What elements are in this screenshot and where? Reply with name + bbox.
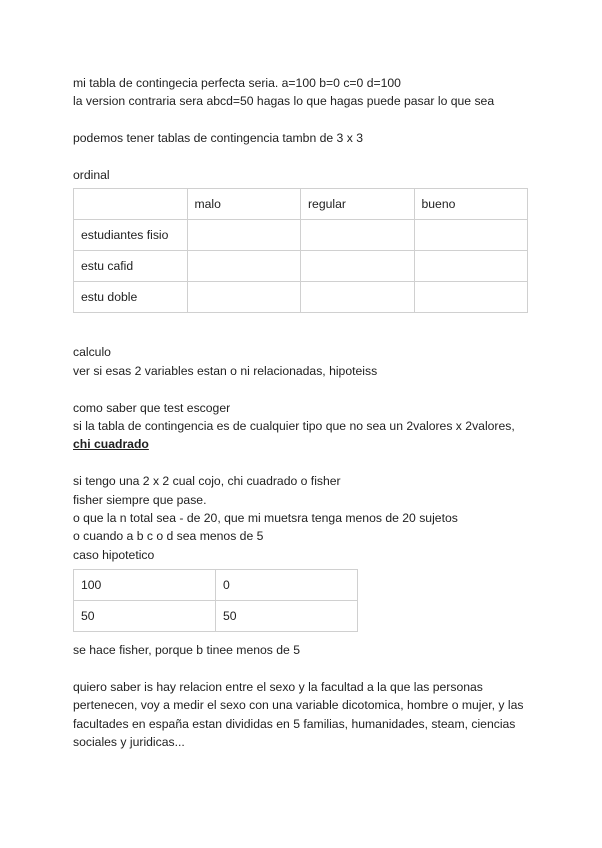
text-line: calculo bbox=[73, 345, 111, 360]
table-cell bbox=[301, 282, 415, 313]
table-cell: 100 bbox=[74, 570, 216, 601]
text-line: mi tabla de contingecia perfecta seria. a=100 b=0 c=0 d=100 bbox=[73, 76, 401, 90]
text-line: podemos tener tablas de contingencia tambn de 3 x 3 bbox=[73, 131, 363, 146]
text-line: caso hipotetico bbox=[73, 547, 155, 562]
table-cell: estudiantes fisio bbox=[74, 220, 188, 251]
table-cell bbox=[414, 282, 528, 313]
table-cell bbox=[187, 282, 301, 313]
text-line: o que la n total sea - de 20, que mi muetsra tenga menos de 20 sujetos bbox=[73, 511, 458, 526]
document-body bbox=[73, 74, 533, 752]
table-cell bbox=[414, 220, 528, 251]
table-row bbox=[74, 282, 528, 313]
text-line: ver si esas 2 variables estan o ni relacionadas, hipoteiss bbox=[73, 363, 378, 378]
text-line: quiero saber is hay relacion entre el sexo y la facultad a la que las personas bbox=[73, 680, 483, 695]
table-row bbox=[74, 570, 358, 601]
table-cell: regular bbox=[301, 189, 415, 220]
text-line: facultades en españa estan divididas en 5 familias, humanidades, steam, ciencias bbox=[73, 716, 516, 731]
table-cell: 50 bbox=[216, 601, 358, 632]
table-cell: malo bbox=[187, 189, 301, 220]
table-cell bbox=[187, 251, 301, 282]
text-line: ordinal bbox=[73, 168, 110, 182]
emphasis-text: chi cuadrado bbox=[73, 437, 149, 452]
contingency-table-2x2 bbox=[73, 569, 358, 632]
text-line: sociales y juridicas... bbox=[73, 735, 185, 750]
text-line: si tengo una 2 x 2 cual cojo, chi cuadrado o fisher bbox=[73, 474, 341, 489]
text-line: se hace fisher, porque b tinee menos de 5 bbox=[73, 643, 300, 658]
text-line: la version contraria sera abcd=50 hagas lo que hagas puede pasar lo que sea bbox=[73, 94, 495, 109]
table-cell: estu cafid bbox=[74, 251, 188, 282]
table-row bbox=[74, 220, 528, 251]
text-line: o cuando a b c o d sea menos de 5 bbox=[73, 529, 264, 544]
table-cell bbox=[414, 251, 528, 282]
table-cell bbox=[301, 251, 415, 282]
table-cell bbox=[187, 220, 301, 251]
table-cell: estu doble bbox=[74, 282, 188, 313]
text-line: como saber que test escoger bbox=[73, 400, 231, 415]
table-row bbox=[74, 601, 358, 632]
table-cell: 50 bbox=[74, 601, 216, 632]
table-cell bbox=[74, 189, 188, 220]
text-line: si la tabla de contingencia es de cualquier tipo que no sea un 2valores x 2valores, bbox=[73, 419, 515, 434]
table-cell: 0 bbox=[216, 570, 358, 601]
contingency-table-3x3 bbox=[73, 188, 528, 313]
text-line: pertenecen, voy a medir el sexo con una variable dicotomica, hombre o mujer, y las bbox=[73, 698, 524, 713]
table-cell bbox=[301, 220, 415, 251]
text-line: fisher siempre que pase. bbox=[73, 492, 207, 507]
table-row bbox=[74, 251, 528, 282]
table-header-row bbox=[74, 189, 528, 220]
table-cell: bueno bbox=[414, 189, 528, 220]
